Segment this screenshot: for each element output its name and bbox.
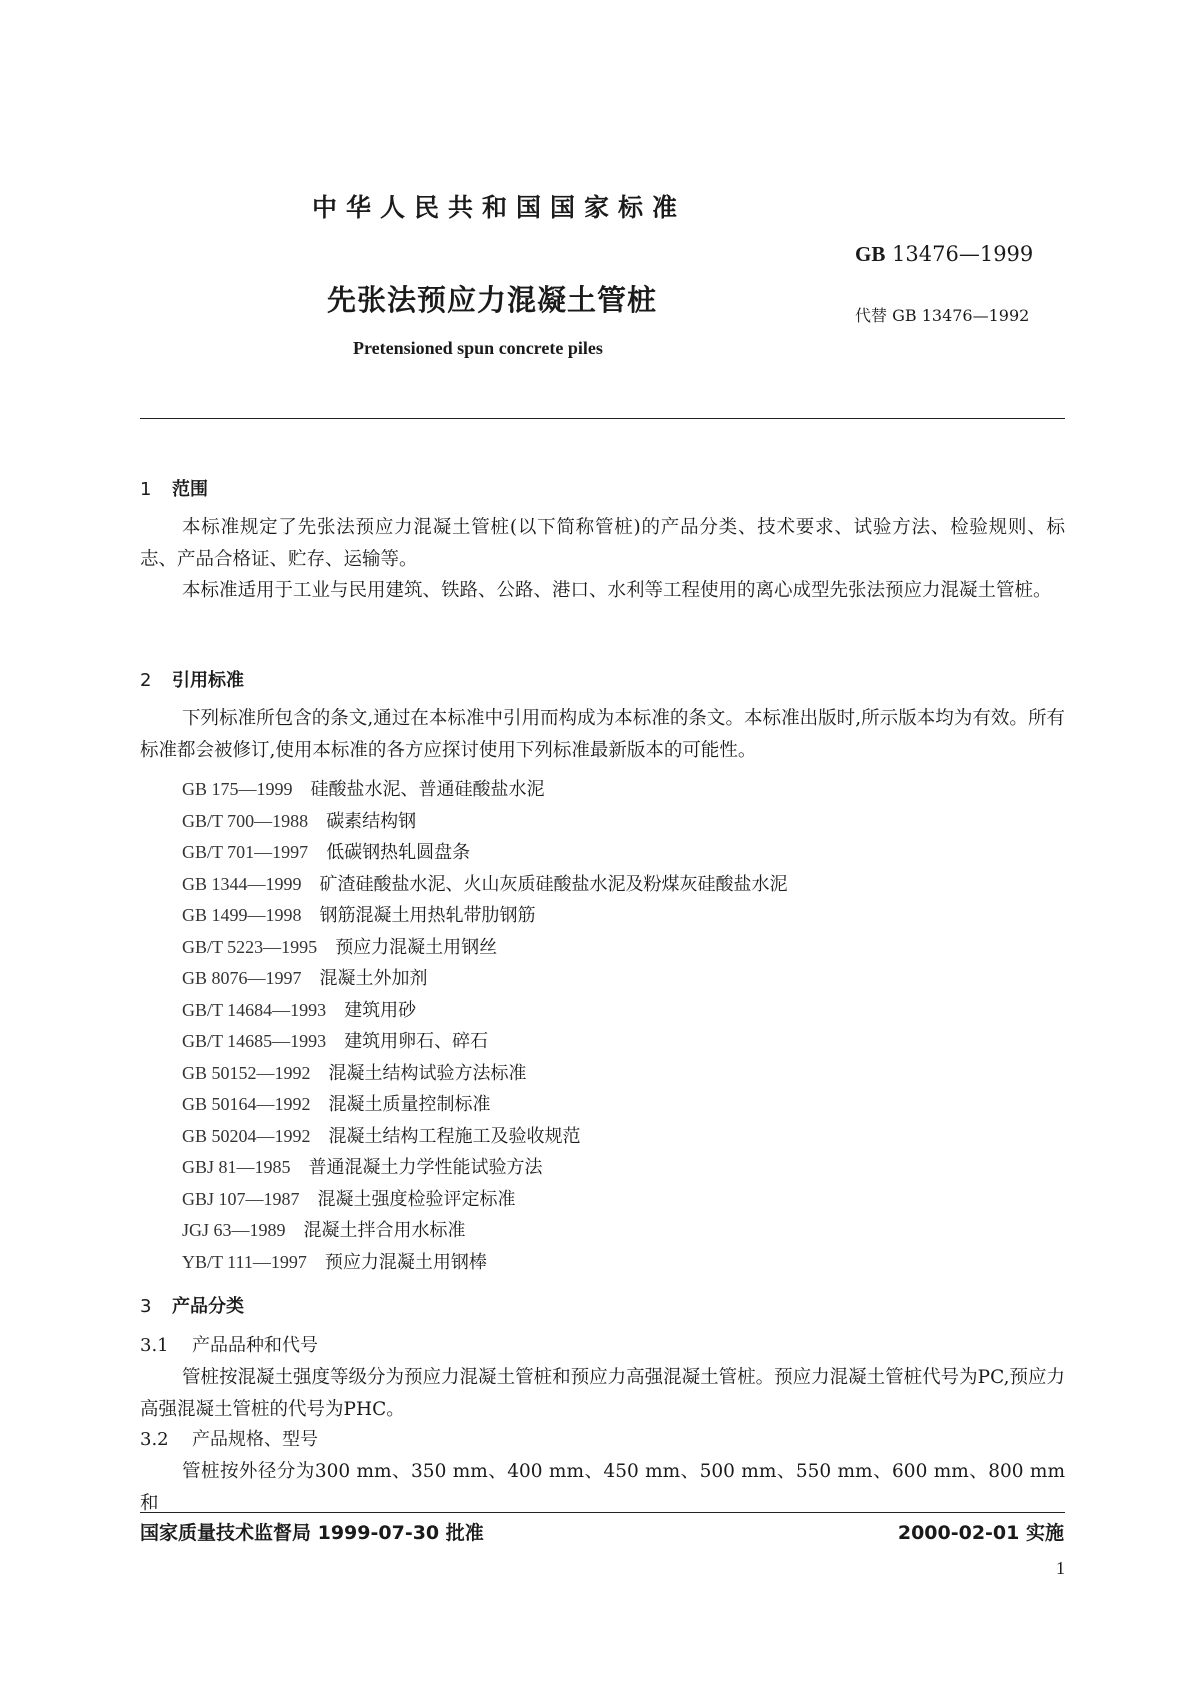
reference-name: 普通混凝土力学性能试验方法 — [308, 1157, 543, 1178]
section-number: 3 — [140, 1296, 152, 1317]
subsection-3-1-text: 管桩按混凝土强度等级分为预应力混凝土管桩和预应力高强混凝土管桩。预应力混凝土管桩代号为PC,预应力高强混凝土管桩的代号为PHC。 — [140, 1367, 1066, 1420]
reference-code: GB 8076—1997 — [182, 968, 302, 988]
reference-name: 低碳钢热轧圆盘条 — [326, 842, 471, 863]
reference-code: GB/T 5223—1995 — [182, 936, 318, 957]
subsection-3-2-text: 管桩按外径分为300 mm、350 mm、400 mm、450 mm、500 mm、550 mm、600 mm、800 mm 和 — [140, 1461, 1065, 1514]
reference-code: GBJ 107—1987 — [182, 1188, 300, 1209]
references-intro: 下列标准所包含的条文,通过在本标准中引用而构成为本标准的条文。本标准出版时,所示版本均为有效。所有标准都会被修订,使用本标准的各方应探讨使用下列标准最新版本的可能性。 — [140, 708, 1065, 761]
reference-item — [182, 900, 788, 932]
reference-item — [182, 1089, 788, 1121]
reference-code: JGJ 63—1989 — [182, 1220, 286, 1240]
reference-item — [182, 1121, 788, 1153]
standard-number — [855, 242, 1033, 267]
section-number: 1 — [140, 479, 152, 500]
reference-item — [182, 963, 788, 995]
reference-code: GBJ 81—1985 — [182, 1157, 291, 1177]
scope-paragraph-2: 本标准适用于工业与民用建筑、铁路、公路、港口、水利等工程使用的离心成型先张法预应力混凝土管桩。 — [182, 580, 1052, 601]
reference-item — [182, 1184, 788, 1216]
reference-item — [182, 932, 788, 964]
document-title-en: Pretensioned spun concrete piles — [353, 338, 603, 358]
reference-item — [182, 837, 788, 869]
reference-name: 预应力混凝土用钢棒 — [324, 1251, 487, 1273]
section-number: 2 — [140, 670, 152, 691]
section-title: 引用标准 — [172, 670, 244, 691]
reference-item — [182, 1215, 788, 1247]
reference-name: 硅酸盐水泥、普通硅酸盐水泥 — [310, 779, 545, 800]
reference-code: GB/T 700—1988 — [182, 810, 309, 831]
subsection-number: 3.2 — [140, 1429, 169, 1450]
reference-code: GB 1344—1999 — [182, 873, 302, 894]
reference-code: GB/T 14685—1993 — [182, 1031, 327, 1051]
subsection-title: 产品品种和代号 — [192, 1335, 318, 1356]
standard-code-prefix: GB — [855, 242, 886, 266]
section-heading-references — [140, 666, 244, 692]
replaces-standard: 代替 GB 13476—1992 — [855, 306, 1030, 325]
page-number: 1 — [1056, 1558, 1065, 1578]
reference-item — [182, 1247, 788, 1279]
approval-line: 国家质量技术监督局 1999-07-30 批准 — [140, 1522, 484, 1544]
reference-item — [182, 1058, 788, 1090]
reference-name: 钢筋混凝土用热轧带肋钢筋 — [319, 905, 536, 926]
reference-name: 建筑用砂 — [344, 999, 417, 1021]
effective-date-line: 2000-02-01 实施 — [897, 1522, 1064, 1544]
section-heading-scope — [140, 475, 208, 501]
subsection-number: 3.1 — [140, 1335, 169, 1356]
reference-name: 建筑用卵石、碎石 — [344, 1031, 489, 1052]
referenced-standards-list — [182, 774, 788, 1278]
reference-name: 碳素结构钢 — [326, 810, 417, 832]
reference-name: 混凝土外加剂 — [319, 968, 428, 989]
reference-item — [182, 995, 788, 1027]
reference-name: 混凝土结构工程施工及验收规范 — [328, 1125, 581, 1147]
reference-code: GB 50152—1992 — [182, 1062, 311, 1083]
subsection-heading-3-1 — [140, 1331, 318, 1357]
subsection-heading-3-2 — [140, 1425, 318, 1451]
reference-code: GB 50164—1992 — [182, 1094, 311, 1114]
standard-code: 13476—1999 — [892, 242, 1034, 266]
reference-name: 混凝土拌合用水标准 — [303, 1220, 466, 1241]
reference-code: GB/T 14684—1993 — [182, 999, 327, 1020]
reference-item — [182, 1152, 788, 1184]
section-title: 产品分类 — [172, 1296, 244, 1317]
reference-name: 预应力混凝土用钢丝 — [335, 936, 498, 958]
reference-name: 矿渣硅酸盐水泥、火山灰质硅酸盐水泥及粉煤灰硅酸盐水泥 — [319, 873, 788, 895]
document-title-cn: 先张法预应力混凝土管桩 — [327, 283, 658, 317]
reference-code: YB/T 111—1997 — [182, 1251, 307, 1272]
reference-code: GB 50204—1992 — [182, 1125, 311, 1146]
section-title: 范围 — [172, 479, 208, 500]
reference-item — [182, 774, 788, 806]
footer-divider — [140, 1512, 1065, 1513]
reference-item — [182, 869, 788, 901]
header-divider — [140, 418, 1065, 419]
section-heading-classification — [140, 1292, 244, 1318]
reference-code: GB 175—1999 — [182, 779, 293, 799]
reference-name: 混凝土强度检验评定标准 — [317, 1188, 516, 1210]
reference-code: GB 1499—1998 — [182, 905, 302, 925]
national-standard-heading: 中华人民共和国国家标准 — [312, 193, 687, 222]
reference-name: 混凝土质量控制标准 — [328, 1094, 491, 1115]
reference-item — [182, 1026, 788, 1058]
scope-paragraph-1: 本标准规定了先张法预应力混凝土管桩(以下简称管桩)的产品分类、技术要求、试验方法、检验规则、标志、产品合格证、贮存、运输等。 — [140, 517, 1065, 570]
reference-name: 混凝土结构试验方法标准 — [328, 1062, 527, 1084]
reference-item — [182, 806, 788, 838]
reference-code: GB/T 701—1997 — [182, 842, 309, 862]
subsection-title: 产品规格、型号 — [192, 1429, 318, 1450]
